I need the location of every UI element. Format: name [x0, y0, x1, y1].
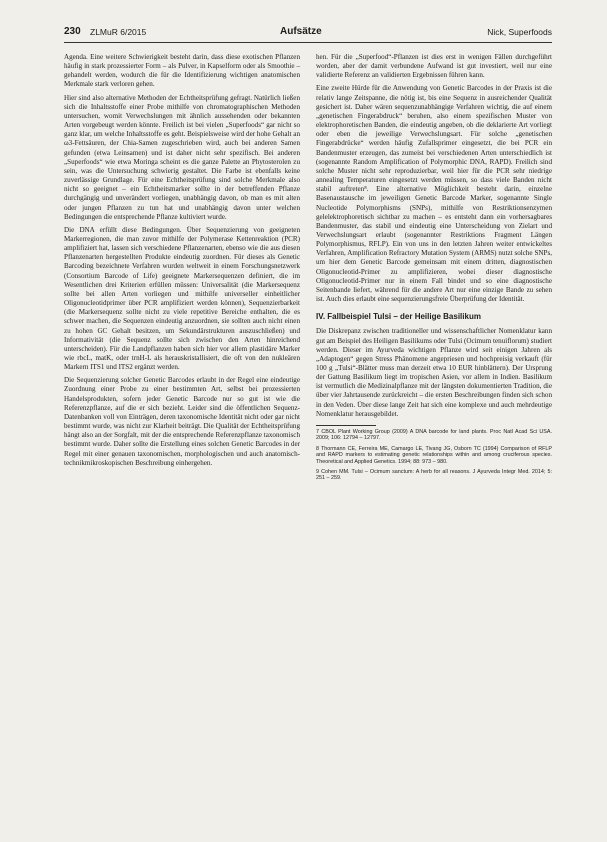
footnote-rule [316, 425, 376, 426]
paragraph: Agenda. Eine weitere Schwierigkeit besteht darin, dass diese exotischen Pflanzen häufig in stark prozessierter Form – als Pulver, in Kapselform oder als Smoothie – gehandelt werden, wodurch die für die Identifizierung wichtigen anatomischen Merkmale stark verloren gehen. [64, 53, 300, 89]
paragraph: hen. Für die „Superfood“-Pflanzen ist dies erst in wenigen Fällen durchgeführt worden, aber der damit verbundene Aufwand ist gut investiert, weil nur eine validierte Referenz an validierten Ergebnissen führen kann. [316, 53, 552, 80]
paragraph: Die DNA erfüllt diese Bedingungen. Über Sequenzierung von geeigneten Markerregionen, die man zuvor mithilfe der Polymerase Kettenreaktion (PCR) amplifiziert hat, lassen sich verschiedene Pflanzenarten, ebenso wie die aus diesen Pflanzenarten hergestellten Produkte eindeutig zuordnen. Für dieses als Genetic Barcoding bezeichnete Verfahren wurden weltweit in einem Forschungsnetzwerk (Consortium Barcode of Life) geeignete Markersequenzen definiert, die im Wesentlichen drei Kriterien erfüllen müssen: Universalität (die Markersequenz sollte bei allen Arten vorliegen und mithilfe universeller einheitlicher Oligonucleotidprimer über PCR amplifiziert werden können), Sequenzierbarkeit (die Markersequenz sollte nicht zu viele repetitive Bereiche enthalten, die es schwer machen, die Sequenzen eindeutig anzuordnen, sie sollten auch nicht einen zu hohen GC Gehalt besitzen, um Sekundärstrukturen auszuschließen) und Informativität (die Sequenz sollte sich zwischen den Arten hinreichend unterscheiden). Für die Landpflanzen haben sich hier vor allem plastidäre Marker wie rbcL, matK, oder trnH-L als herauskristallisiert, die oft von den nukleären Markern ITS1 und ITS2 ergänzt werden. [64, 225, 300, 372]
page-header [64, 26, 552, 40]
paragraph: Hier sind also alternative Methoden der Echtheitsprüfung gefragt. Natürlich ließen sich die Inhaltsstoffe einer Probe mithilfe von chromatographischen Methoden untersuchen, womit Verwechslungen mit ähnlich aussehenden oder bekannten Arten vorgebeugt werden könnte. Freilich ist bei vielen „Superfoods“ gar nicht so ganz klar, um welche Inhaltsstoffe es geht. Beispielsweise wird der hohe Gehalt an ω3-Fettsäuren, der Chia-Samen zugeschrieben wird, auch bei anderen Samen gefunden (etwa Leinsamen) und ist daher nicht sehr spezifisch. Bei anderen „Superfoods“ wie etwa Moringa scheint es die ganze Palette an Phytosterolen zu sein, was die Untersuchung schwierig gestaltet. Die Farbe ist ebenfalls keine zuverlässige Grundlage. Für eine Echtheitsprüfung sind solche Merkmale also nicht so geeignet – ein Echtheitsmarker sollte in der betreffenden Pflanze durchgängig und unverändert vorliegen, unabhängig davon, ob man es mit alten oder jungen Pflanzen zu tun hat und unabhängig davon unter welchen Bedingungen die entsprechende Pflanze kultiviert wurde. [64, 93, 300, 221]
footnote: 9 Cohen MM. Tulsi – Ocimum sanctum: A herb for all reasons. J Ayurveda Integr Med. 2014; 5: 251 – 259. [316, 468, 552, 482]
paragraph: Eine zweite Hürde für die Anwendung von Genetic Barcodes in der Praxis ist die relativ lange Zeitspanne, die nötig ist, bis eine Sequenz in ausreichender Qualität gesichert ist. Daher wären sequenzunabhängige Verfahren wichtig, die auf einem „genetischen Fingerabdruck“ beruhen, also einem spezifischen Muster von elektrophoretischen Banden, die eindeutig angeben, ob die deklarierte Art vorliegt oder eben die jeweilige Verwechslungsart. Für solche „genetischen Fingerabdrücke“ werden häufig Zufallsprimer eingesetzt, die bei PCR ein Bandenmuster erzeugen, das zumeist bei verschiedenen Arten unterschiedlich ist (sogenannte Random Amplification of Polymorphic DNA, RAPD). Freilich sind solche Muster nicht sehr reproduzierbar, weil hier für die PCR sehr niedrige annealing Temperaturen eingesetzt werden müssen, so dass viele Banden nicht stabil auftreten⁸. Eine alternative Möglichkeit besteht darin, einzelne Basenaustausche im jeweiligen Genetic Barcode Marker, sogenannte Single Nucleotide Polymorphisms (SNPs), mithilfe von Restriktionsenzymen gelelektrophoretisch sichtbar zu machen – es entsteht dann ein vorhersagbares Bandenmuster, das stabil und eindeutig eine Unterscheidung von Zielart und Verwechslungsart erlaubt (sogenannter Restriktions Fragment Längen Polymorphismus, RFLP). Ein von uns in den letzten Jahren weiter entwickeltes Verfahren, Amplification Refractory Mutation System (ARMS) nutzt solche SNPs, um hier dem Genetic Barcode gemeinsam mit einem dritten, diagnostischen Oligonucleotid-Primer zu amplifizieren, wobei dieser diagnostische Oligonucleotid-Primer nur in einem Fall bindet und so eine diagnostische Seitenbande liefert, während für die andere Art nur eine einzige Bande zu sehen ist. Auch dies erlaubt eine sequenzierungsfreie Überprüfung der Identität. [316, 84, 552, 304]
footnote: 8 Thormann CE, Ferreira ME, Camargo LE, Tivang JG, Osborn TC (1994) Comparison of RFLP and RAPD markers to estimating genetic relationships within and among cruciferous species. Theoretical and Applied Genetics. 1994; 88: 973 – 980. [316, 445, 552, 465]
section-heading: IV. Fallbeispiel Tulsi – der Heilige Basilikum [316, 312, 481, 322]
page-number: 230 [64, 26, 81, 37]
paragraph: Die Sequenzierung solcher Genetic Barcodes erlaubt in der Regel eine eindeutige Zuordnung einer Probe zu einer bestimmten Art, selbst bei prozessierten Handelsprodukten, sofern jeder Genetic Barcode nur so gut ist wie die Referenzpflanze, auf die er sich bezieht. Leider sind die öffentlichen Sequenz-Datenbanken voll von Einträgen, deren taxonomische Identität nicht oder gar nicht bestimmt wurde, was nicht zur Klarheit beiträgt. Die Qualität der Echtheitsprüfung hängt also an der Sorgfalt, mit der die entsprechende Referenzpflanze taxonomisch bestimmt wurde. Daher sollte die Erstellung eines solchen Genetic Barcodes in der Regel mit einer genauen taxonomischen, morphologischen und auch anatomisch-technikmikroskopischen Beschreibung einhergehen. [64, 376, 300, 467]
running-author: Nick, Superfoods [487, 27, 552, 37]
journal-name: ZLMuR 6/2015 [90, 27, 147, 37]
left-column [64, 53, 300, 472]
paragraph: Die Diskrepanz zwischen traditioneller und wissenschaftlicher Nomenklatur kann gut am Beispiel des Heiligen Basilikums oder Tulsi (Ocimum tenuiflorum) studiert werden. Dieser im Ayurveda wichtigen Pflanze wird seit einigen Jahren als „Adaptogen“ gegen Stress Phänomene angepriesen und hochpreisig verkauft (für 100 g „Tulsi“-Blätter muss man derzeit etwa 10 EUR hinblättern). Der Ursprung der Gattung Basilikum liegt im tropischen Asien, vor allem in Indien. Basilikum ist vermutlich die Medizinalpflanze mit der längsten dokumentierten Tradition, die über vier Jahrtausende zurückreicht – die ersten Beschreibungen finden sich schon in den Veden. Über diese lange Zeit hat sich eine komplexe und auch mehrdeutige Nomenklatur herausgebildet. [316, 327, 552, 418]
section-title: Aufsätze [280, 26, 322, 37]
footnote: 7 CBOL Plant Working Group (2009) A DNA barcode for land plants. Proc Natl Acad Sci USA. 2009; 106: 12794 – 12797. [316, 428, 552, 442]
header-rule [64, 42, 552, 43]
right-column [316, 53, 552, 486]
